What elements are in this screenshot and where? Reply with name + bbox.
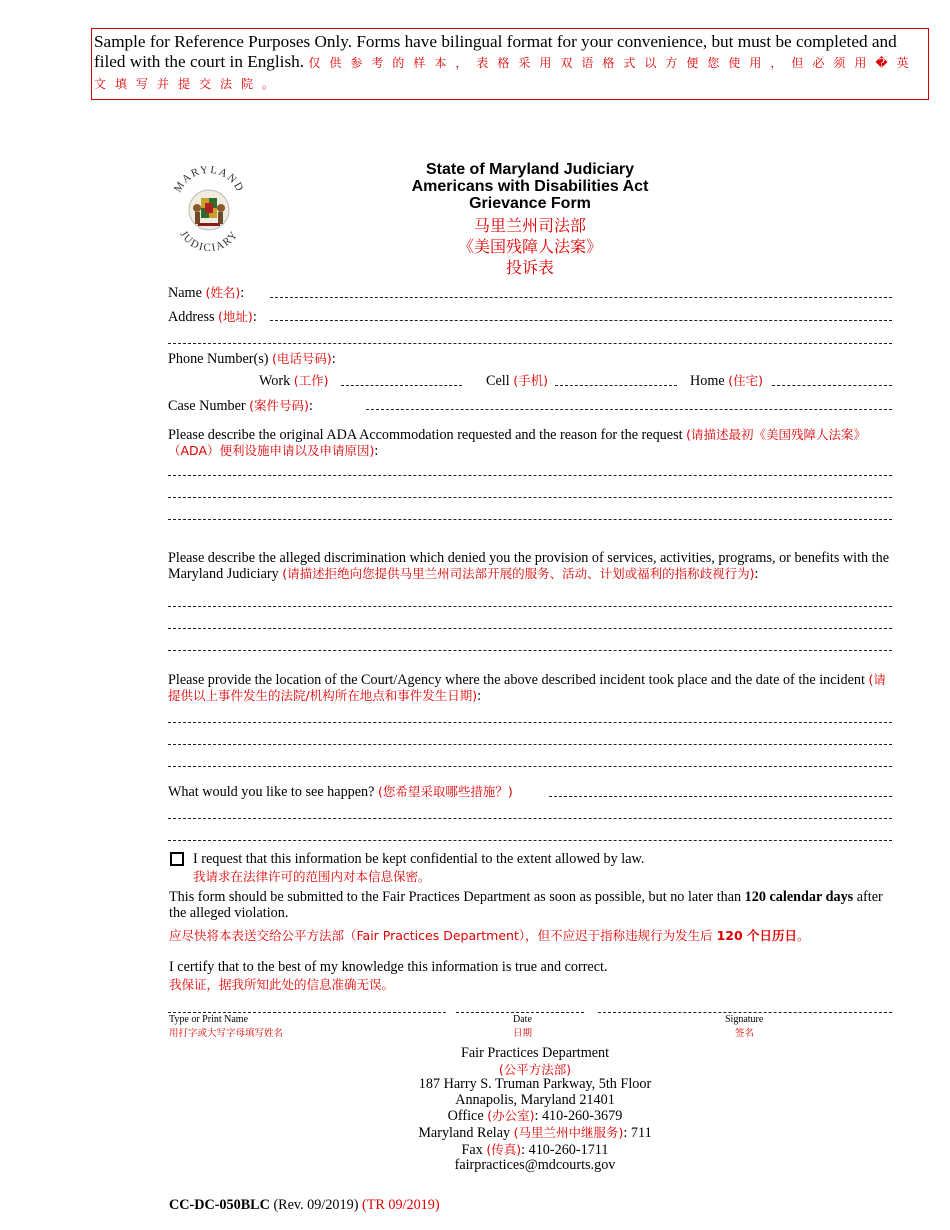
certification-text: I certify that to the best of my knowledge this information is true and correct. bbox=[169, 959, 608, 975]
relay-phone: Maryland Relay (马里兰州中继服务): 711 bbox=[418, 1124, 652, 1141]
form-title-cn3: 投诉表 bbox=[505, 258, 554, 277]
printed-name-field[interactable] bbox=[168, 1012, 446, 1013]
notice-chinese: 仅 供 参 考 的 样 本 ， 表 格 采 用 双 语 格 式 以 方 便 您 使 用 ， 但 必 须 用 � 英 文 填 写 并 提 交 法 院 。 bbox=[94, 56, 912, 91]
name-field[interactable] bbox=[270, 297, 892, 298]
phone-label: Phone Number(s) (电话号码): bbox=[168, 351, 336, 367]
location-question: Please provide the location of the Court/Agency where the above described incident took place and the date of the incident (请提供以上事件发生的法院/机构所在地点和事件发生日期): bbox=[168, 672, 886, 704]
deadline-notice: This form should be submitted to the Fair Practices Department as soon as possible, but no later than 120 calendar days after the alleged violation. bbox=[169, 889, 883, 921]
printed-name-caption-cn: 用打字或大写字母填写姓名 bbox=[169, 1028, 284, 1039]
location-answer-line3[interactable] bbox=[168, 766, 892, 767]
name-label: Name (姓名): bbox=[168, 285, 245, 301]
dept-name: Fair Practices Department bbox=[460, 1045, 610, 1061]
cell-label: Cell (手机) bbox=[486, 373, 548, 389]
contact-email[interactable]: fairpractices@mdcourts.gov bbox=[454, 1157, 616, 1174]
street-address: 187 Harry S. Truman Parkway, 5th Floor bbox=[418, 1076, 652, 1093]
date-caption-cn: 日期 bbox=[513, 1028, 533, 1039]
address-field-line2[interactable] bbox=[168, 343, 892, 344]
accommodation-answer-line2[interactable] bbox=[168, 497, 892, 498]
outcome-answer-line2[interactable] bbox=[168, 818, 892, 819]
fax-number: Fax (传真): 410-260-1711 bbox=[461, 1141, 609, 1158]
confidential-text-cn: 我请求在法律许可的范围内对本信息保密。 bbox=[193, 869, 431, 884]
notice-english: Sample for Reference Purposes Only. Forms have bilingual format for your convenience, but must be completed and filed with the court in English. bbox=[94, 32, 897, 71]
signature-caption: Signature bbox=[725, 1014, 764, 1025]
accommodation-answer-line1[interactable] bbox=[168, 475, 892, 476]
date-field[interactable] bbox=[456, 1012, 584, 1013]
form-title-cn1: 马里兰州司法部 bbox=[473, 216, 586, 235]
signature-caption-cn: 签名 bbox=[735, 1028, 755, 1039]
confidential-text: I request that this information be kept confidential to the extent allowed by law. bbox=[193, 851, 645, 867]
case-number-label: Case Number (案件号码): bbox=[168, 398, 313, 414]
discrimination-answer-line3[interactable] bbox=[168, 650, 892, 651]
dept-name-cn: (公平方法部) bbox=[498, 1061, 572, 1077]
confidential-checkbox[interactable] bbox=[170, 852, 184, 866]
certification-text-cn: 我保证，据我所知此处的信息准确无误。 bbox=[169, 977, 395, 992]
office-phone: Office (办公室): 410-260-3679 bbox=[447, 1108, 623, 1125]
outcome-answer-line3[interactable] bbox=[168, 840, 892, 841]
printed-name-caption: Type or Print Name bbox=[169, 1014, 249, 1025]
accommodation-question: Please describe the original ADA Accommodation requested and the reason for the request (请描述最初《美国残障人法案》（ADA）便利设施申请以及申请原因): bbox=[168, 427, 866, 459]
judiciary-seal bbox=[168, 166, 250, 252]
form-title-line3: Grievance Form bbox=[469, 195, 591, 212]
form-code-footer: CC-DC-050BLC (Rev. 09/2019) (TR 09/2019) bbox=[169, 1197, 440, 1213]
outcome-answer-line1[interactable] bbox=[549, 796, 892, 797]
svg-text:JUDICIARY bbox=[177, 228, 240, 252]
form-title-line1: State of Maryland Judiciary bbox=[425, 161, 635, 178]
discrimination-question: Please describe the alleged discrimination which denied you the provision of services, activities, programs, or benefits with the Maryland Judiciary (请描述拒绝向您提供马里兰州司法部开展的服务、活动、计划或福利的指称歧视行为): bbox=[168, 550, 889, 582]
discrimination-answer-line1[interactable] bbox=[168, 606, 892, 607]
work-label: Work (工作) bbox=[259, 373, 329, 389]
contact-address-block bbox=[300, 1046, 770, 1174]
seal-top-text: MARYLAND bbox=[171, 166, 247, 195]
seal-bottom-text: JUDICIARY bbox=[177, 228, 241, 252]
work-phone-field[interactable] bbox=[341, 385, 462, 386]
home-label: Home (住宅) bbox=[690, 373, 763, 389]
case-number-field[interactable] bbox=[366, 409, 892, 410]
accommodation-answer-line3[interactable] bbox=[168, 519, 892, 520]
city-address: Annapolis, Maryland 21401 bbox=[455, 1091, 615, 1108]
address-field-line1[interactable] bbox=[270, 320, 892, 321]
cell-phone-field[interactable] bbox=[555, 385, 677, 386]
location-answer-line1[interactable] bbox=[168, 722, 892, 723]
location-answer-line2[interactable] bbox=[168, 744, 892, 745]
deadline-notice-cn: 应尽快将本表送交给公平方法部（Fair Practices Department），但不应迟于指称违规行为发生后 120 个日历日。 bbox=[169, 928, 810, 943]
signature-field[interactable] bbox=[598, 1012, 892, 1013]
home-phone-field[interactable] bbox=[772, 385, 892, 386]
form-title-line2: Americans with Disabilities Act bbox=[411, 178, 649, 195]
form-title-cn2: 《美国残障人法案》 bbox=[457, 237, 602, 256]
reference-notice bbox=[91, 28, 929, 100]
outcome-question: What would you like to see happen? (您希望采取哪些措施？) bbox=[168, 784, 513, 800]
discrimination-answer-line2[interactable] bbox=[168, 628, 892, 629]
address-label: Address (地址): bbox=[168, 309, 257, 325]
date-caption: Date bbox=[513, 1014, 532, 1025]
